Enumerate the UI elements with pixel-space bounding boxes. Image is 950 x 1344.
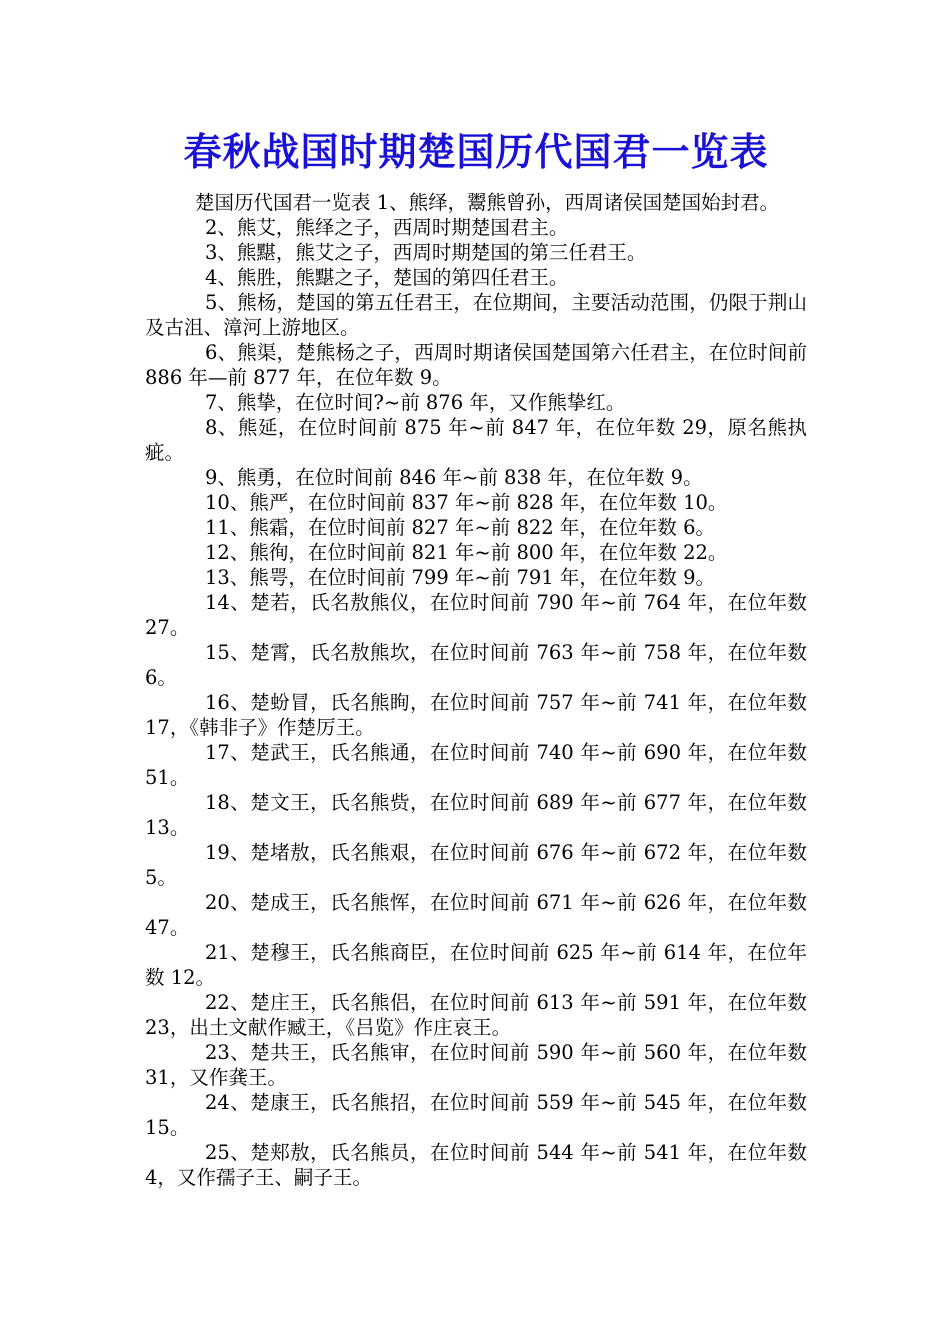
paragraph-21: 21、楚穆王，氏名熊商臣，在位时间前 625 年~前 614 年，在位年数 12。 xyxy=(145,941,807,989)
paragraph-15: 15、楚霄，氏名敖熊坎，在位时间前 763 年~前 758 年，在位年数 6。 xyxy=(145,641,807,689)
paragraph-22: 22、楚庄王，氏名熊侣，在位时间前 613 年~前 591 年，在位年数 23，出土文献作臧王，《吕览》作庄哀王。 xyxy=(145,991,807,1039)
paragraph-9: 9、熊勇，在位时间前 846 年~前 838 年，在位年数 9。 xyxy=(205,466,703,489)
paragraph-8: 8、熊延，在位时间前 875 年~前 847 年，在位年数 29，原名熊执疵。 xyxy=(145,416,807,464)
paragraph-2: 2、熊艾，熊绎之子，西周时期楚国君主。 xyxy=(205,216,569,239)
paragraph-19: 19、楚堵敖，氏名熊艰，在位时间前 676 年~前 672 年，在位年数 5。 xyxy=(145,841,807,889)
paragraph-17: 17、楚武王，氏名熊通，在位时间前 740 年~前 690 年，在位年数 51。 xyxy=(145,741,807,789)
paragraph-10: 10、熊严，在位时间前 837 年~前 828 年，在位年数 10。 xyxy=(205,491,728,514)
document-body xyxy=(145,190,807,1190)
paragraph-1: 楚国历代国君一览表 1、熊绎，鬻熊曾孙，西周诸侯国楚国始封君。 xyxy=(195,191,780,214)
page-title: 春秋战国时期楚国历代国君一览表 xyxy=(183,129,769,174)
paragraph-24: 24、楚康王，氏名熊招，在位时间前 559 年~前 545 年，在位年数 15。 xyxy=(145,1091,807,1139)
paragraph-25: 25、楚郏敖，氏名熊员，在位时间前 544 年~前 541 年，在位年数 4，又作孺子王、嗣子王。 xyxy=(145,1141,807,1189)
paragraph-18: 18、楚文王，氏名熊赀，在位时间前 689 年~前 677 年，在位年数 13。 xyxy=(145,791,807,839)
paragraph-7: 7、熊挚，在位时间?~前 876 年，又作熊挚红。 xyxy=(205,391,626,414)
paragraph-4: 4、熊胜，熊黮之子，楚国的第四任君王。 xyxy=(205,266,569,289)
document-page xyxy=(145,120,807,1190)
paragraph-14: 14、楚若，氏名敖熊仪，在位时间前 790 年~前 764 年，在位年数 27。 xyxy=(145,591,807,639)
paragraph-20: 20、楚成王，氏名熊恽，在位时间前 671 年~前 626 年，在位年数 47。 xyxy=(145,891,807,939)
paragraph-23: 23、楚共王，氏名熊审，在位时间前 590 年~前 560 年，在位年数 31，又作龚王。 xyxy=(145,1041,807,1089)
paragraph-12: 12、熊徇，在位时间前 821 年~前 800 年，在位年数 22。 xyxy=(205,541,728,564)
paragraph-5: 5、熊杨，楚国的第五任君王，在位期间，主要活动范围，仍限于荆山及古沮、漳河上游地区。 xyxy=(145,291,807,339)
paragraph-3: 3、熊黮，熊艾之子，西周时期楚国的第三任君王。 xyxy=(205,241,647,264)
paragraph-13: 13、熊咢，在位时间前 799 年~前 791 年，在位年数 9。 xyxy=(205,566,715,589)
paragraph-11: 11、熊霜，在位时间前 827 年~前 822 年，在位年数 6。 xyxy=(205,516,715,539)
paragraph-16: 16、楚蚡冒，氏名熊眴，在位时间前 757 年~前 741 年，在位年数 17，《韩非子》作楚厉王。 xyxy=(145,691,807,739)
paragraph-6: 6、熊渠，楚熊杨之子，西周时期诸侯国楚国第六任君主，在位时间前 886 年—前 877 年，在位年数 9。 xyxy=(145,341,807,389)
